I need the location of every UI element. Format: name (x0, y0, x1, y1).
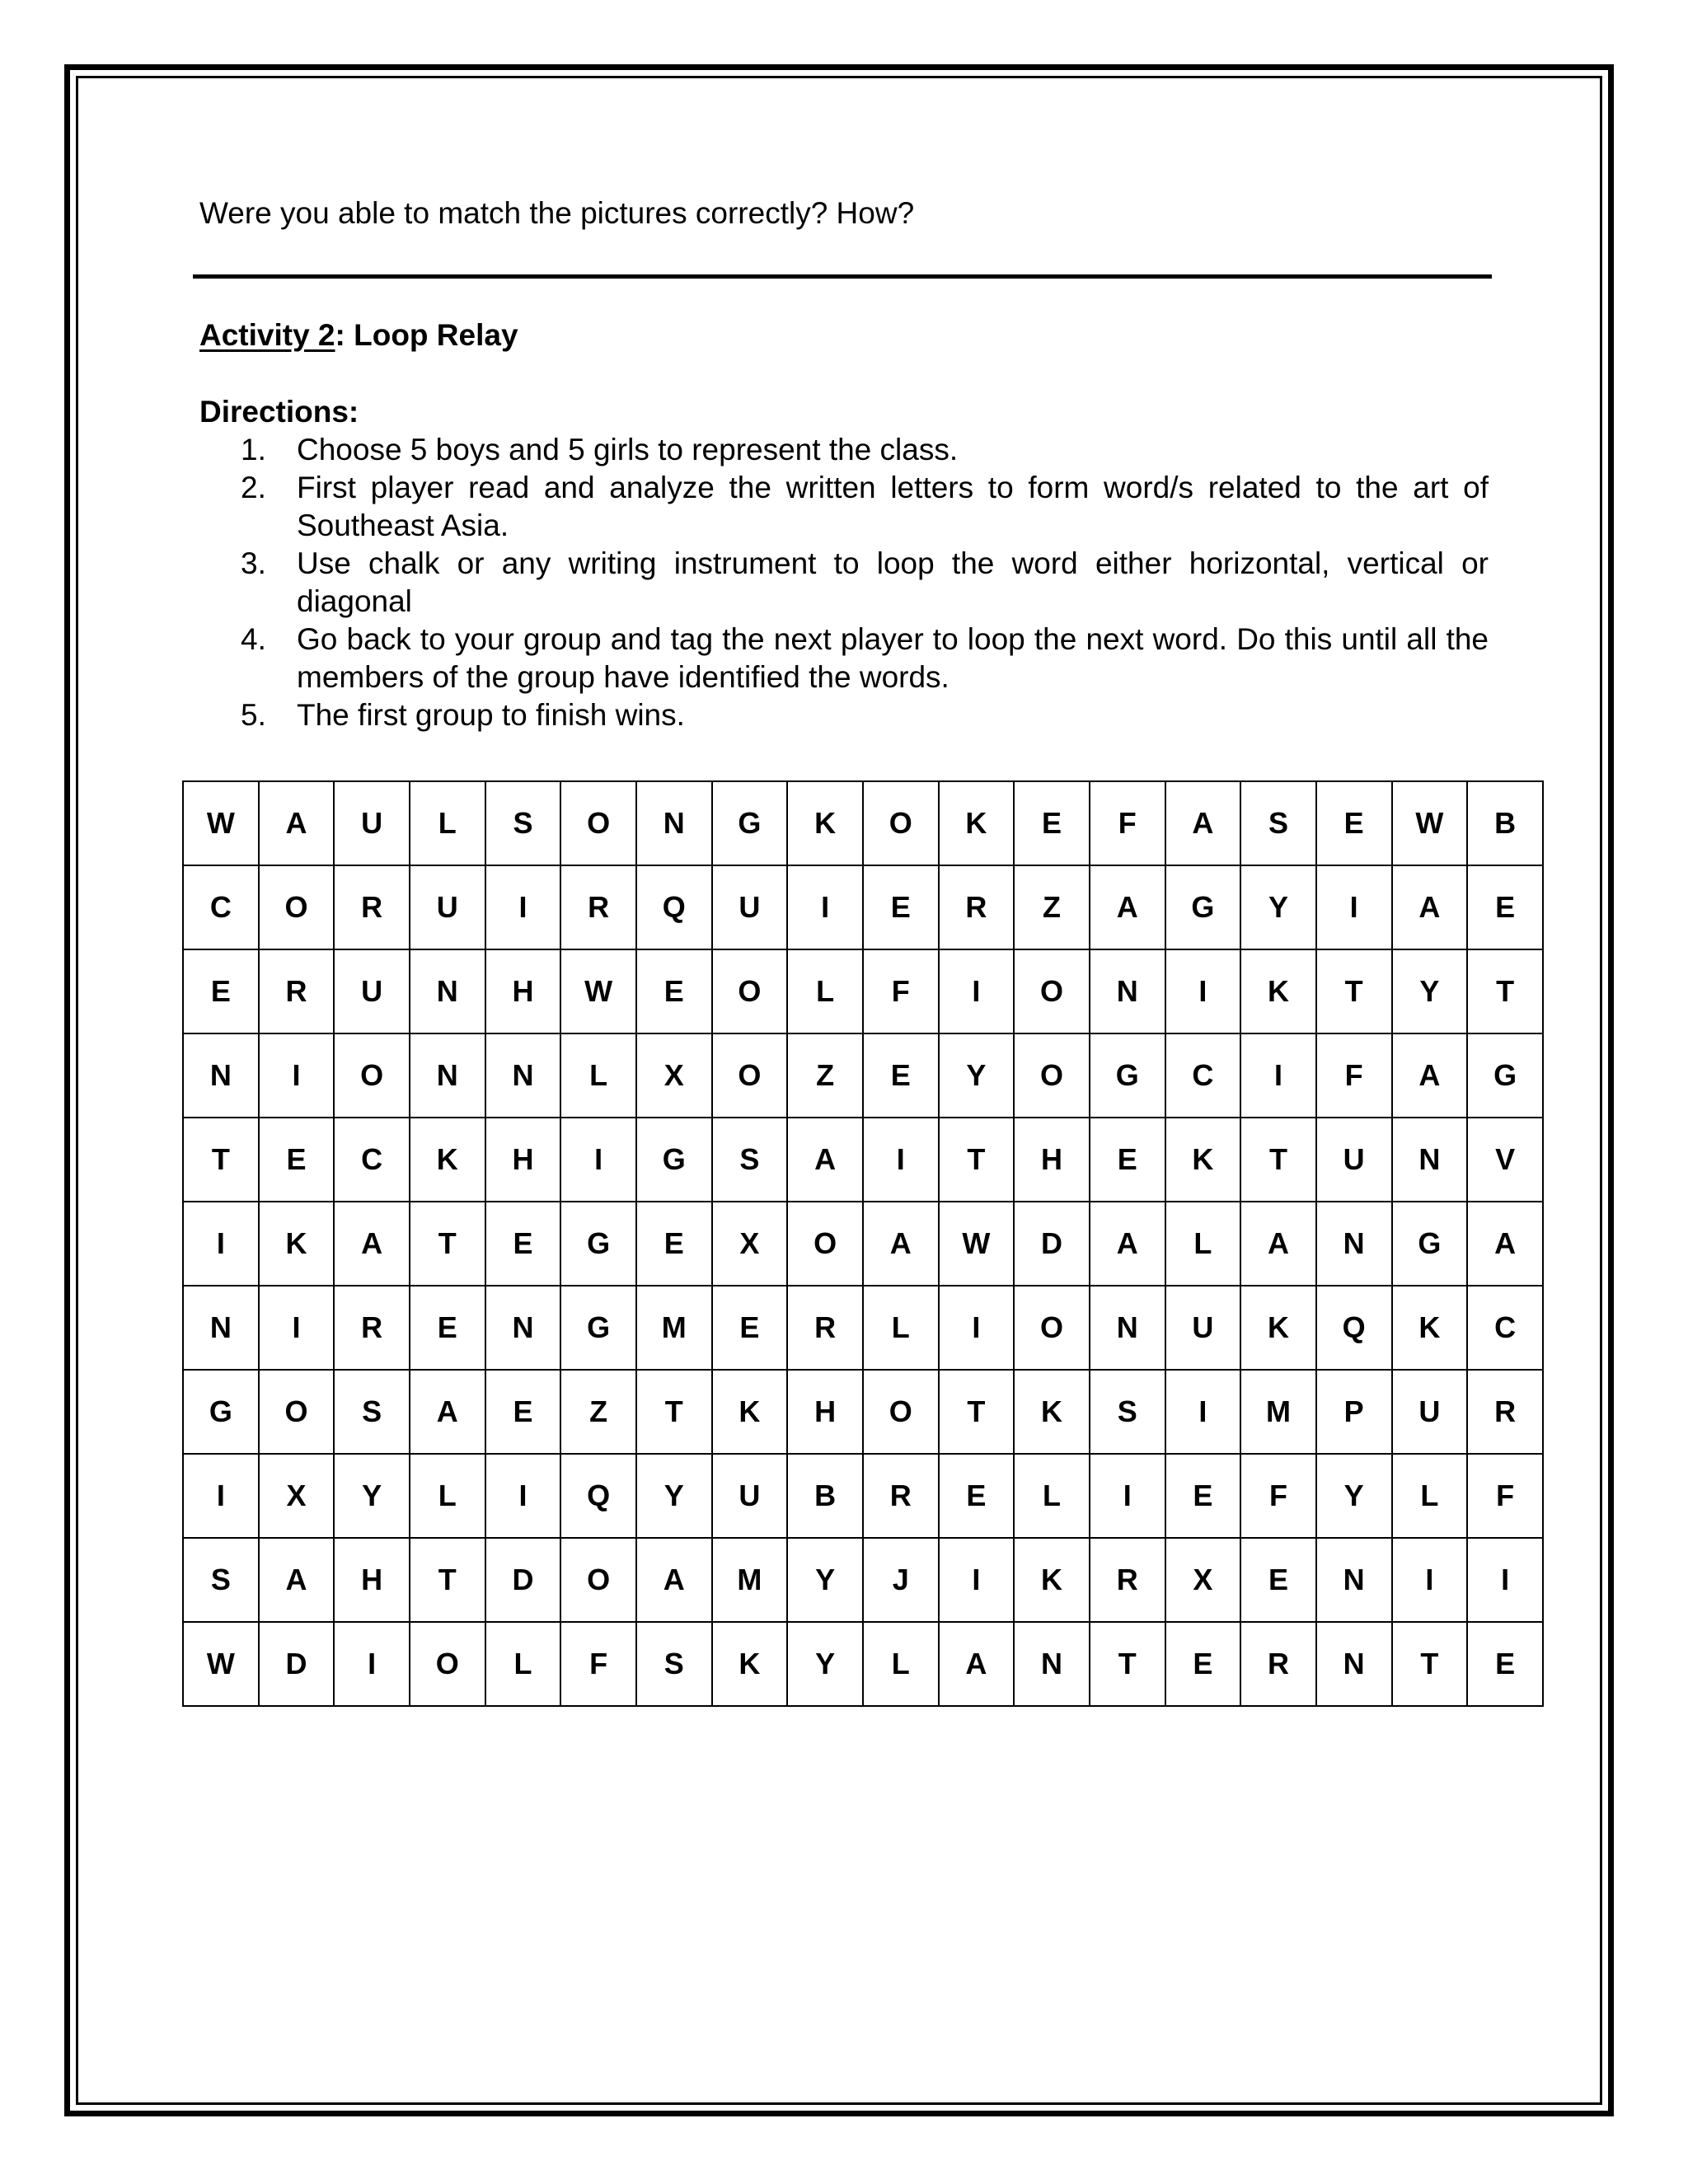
grid-cell[interactable]: L (485, 1622, 561, 1706)
grid-cell[interactable]: E (712, 1286, 788, 1370)
grid-cell[interactable]: O (1014, 949, 1090, 1033)
direction-text: Choose 5 boys and 5 girls to represent the class. (297, 433, 959, 466)
grid-cell[interactable]: O (334, 1033, 410, 1118)
grid-cell[interactable]: B (787, 1454, 863, 1538)
grid-cell[interactable]: H (1014, 1118, 1090, 1202)
grid-cell[interactable]: V (1467, 1118, 1543, 1202)
grid-cell[interactable]: O (863, 1370, 939, 1454)
grid-cell[interactable]: O (410, 1622, 485, 1706)
grid-cell[interactable]: E (485, 1370, 561, 1454)
grid-cell[interactable]: E (1165, 1622, 1241, 1706)
grid-cell[interactable]: N (410, 1033, 485, 1118)
grid-cell[interactable]: M (712, 1538, 788, 1622)
grid-cell[interactable]: E (1014, 781, 1090, 865)
grid-cell[interactable]: T (1467, 949, 1543, 1033)
grid-cell[interactable]: Y (334, 1454, 410, 1538)
grid-cell[interactable]: U (334, 781, 410, 865)
grid-cell[interactable]: R (1240, 1622, 1316, 1706)
grid-cell[interactable]: K (1014, 1370, 1090, 1454)
grid-cell[interactable]: D (485, 1538, 561, 1622)
grid-cell[interactable]: K (939, 781, 1015, 865)
grid-cell[interactable]: F (863, 949, 939, 1033)
grid-cell[interactable]: N (183, 1286, 259, 1370)
activity-heading (199, 318, 518, 353)
grid-cell[interactable]: N (1316, 1538, 1392, 1622)
grid-cell[interactable]: D (259, 1622, 335, 1706)
grid-cell[interactable]: L (1014, 1454, 1090, 1538)
grid-cell[interactable]: O (712, 1033, 788, 1118)
grid-cell[interactable]: Z (560, 1370, 636, 1454)
grid-cell[interactable]: I (1090, 1454, 1165, 1538)
grid-row (183, 1622, 1543, 1706)
grid-cell[interactable]: K (1392, 1286, 1468, 1370)
grid-cell[interactable]: A (1240, 1202, 1316, 1286)
grid-cell[interactable]: K (259, 1202, 335, 1286)
direction-item (241, 545, 1489, 621)
grid-cell[interactable]: N (1090, 949, 1165, 1033)
grid-cell[interactable]: A (636, 1538, 712, 1622)
grid-row (183, 1538, 1543, 1622)
grid-cell[interactable]: K (410, 1118, 485, 1202)
grid-cell[interactable]: Y (1392, 949, 1468, 1033)
grid-cell[interactable]: I (787, 865, 863, 949)
grid-cell[interactable]: O (259, 1370, 335, 1454)
grid-cell[interactable]: G (1090, 1033, 1165, 1118)
grid-cell[interactable]: S (636, 1622, 712, 1706)
activity-title: Loop Relay (354, 318, 518, 352)
answer-line (193, 274, 1492, 279)
grid-cell[interactable]: S (334, 1370, 410, 1454)
grid-cell[interactable]: G (1392, 1202, 1468, 1286)
grid-cell[interactable]: X (259, 1454, 335, 1538)
grid-cell[interactable]: T (1090, 1622, 1165, 1706)
activity-separator: : (335, 318, 354, 352)
grid-cell[interactable]: Z (1014, 865, 1090, 949)
grid-cell[interactable]: L (1165, 1202, 1241, 1286)
grid-cell[interactable]: G (560, 1202, 636, 1286)
grid-cell[interactable]: L (410, 1454, 485, 1538)
grid-cell[interactable]: Q (560, 1454, 636, 1538)
grid-cell[interactable]: A (1165, 781, 1241, 865)
grid-cell[interactable]: W (939, 1202, 1015, 1286)
grid-cell[interactable]: Y (787, 1538, 863, 1622)
grid-cell[interactable]: H (787, 1370, 863, 1454)
grid-cell[interactable]: S (1240, 781, 1316, 865)
grid-cell[interactable]: E (1165, 1454, 1241, 1538)
grid-cell[interactable]: E (1090, 1118, 1165, 1202)
grid-cell[interactable]: L (863, 1286, 939, 1370)
grid-cell[interactable]: F (1316, 1033, 1392, 1118)
grid-cell[interactable]: K (712, 1370, 788, 1454)
grid-cell[interactable]: Y (1240, 865, 1316, 949)
grid-cell[interactable]: I (259, 1286, 335, 1370)
grid-row (183, 949, 1543, 1033)
grid-cell[interactable]: I (259, 1033, 335, 1118)
grid-cell[interactable]: U (334, 949, 410, 1033)
grid-cell[interactable]: E (636, 1202, 712, 1286)
grid-cell[interactable]: T (183, 1118, 259, 1202)
grid-cell[interactable]: G (712, 781, 788, 865)
grid-cell[interactable]: N (485, 1033, 561, 1118)
direction-text: Use chalk or any writing instrument to loop the word either horizontal, vertical or diagonal (297, 546, 1489, 618)
reflection-question: Were you able to match the pictures correctly? How? (199, 196, 915, 230)
grid-cell[interactable]: K (1240, 949, 1316, 1033)
grid-cell[interactable]: X (712, 1202, 788, 1286)
grid-cell[interactable]: I (1392, 1538, 1468, 1622)
grid-cell[interactable]: R (787, 1286, 863, 1370)
grid-cell[interactable]: T (410, 1202, 485, 1286)
grid-cell[interactable]: K (1165, 1118, 1241, 1202)
grid-cell[interactable]: R (259, 949, 335, 1033)
grid-cell[interactable]: B (1467, 781, 1543, 865)
direction-number: 1. (241, 433, 266, 466)
grid-cell[interactable]: A (1090, 1202, 1165, 1286)
grid-cell[interactable]: Y (787, 1622, 863, 1706)
grid-cell[interactable]: N (1014, 1622, 1090, 1706)
grid-cell[interactable]: F (1240, 1454, 1316, 1538)
grid-row (183, 1033, 1543, 1118)
grid-cell[interactable]: C (183, 865, 259, 949)
grid-cell[interactable]: R (939, 865, 1015, 949)
grid-cell[interactable]: F (1090, 781, 1165, 865)
grid-cell[interactable]: O (560, 781, 636, 865)
direction-number: 4. (241, 622, 266, 656)
grid-cell[interactable]: P (1316, 1370, 1392, 1454)
grid-cell[interactable]: K (712, 1622, 788, 1706)
grid-cell[interactable]: C (1467, 1286, 1543, 1370)
grid-cell[interactable]: S (485, 781, 561, 865)
grid-row (183, 1286, 1543, 1370)
grid-cell[interactable]: E (410, 1286, 485, 1370)
grid-cell[interactable]: A (1392, 1033, 1468, 1118)
grid-cell[interactable]: Y (939, 1033, 1015, 1118)
direction-item (241, 621, 1489, 696)
grid-cell[interactable]: T (636, 1370, 712, 1454)
grid-cell[interactable]: E (939, 1454, 1015, 1538)
grid-cell[interactable]: R (334, 865, 410, 949)
grid-cell[interactable]: H (485, 1118, 561, 1202)
directions-list (241, 431, 1489, 734)
grid-cell[interactable]: Q (636, 865, 712, 949)
grid-cell[interactable]: L (560, 1033, 636, 1118)
grid-cell[interactable]: E (863, 865, 939, 949)
grid-cell[interactable]: O (787, 1202, 863, 1286)
grid-cell[interactable]: N (410, 949, 485, 1033)
grid-cell[interactable]: W (183, 781, 259, 865)
grid-cell[interactable]: K (1240, 1286, 1316, 1370)
grid-cell[interactable]: I (1240, 1033, 1316, 1118)
grid-cell[interactable]: I (183, 1454, 259, 1538)
grid-cell[interactable]: A (259, 1538, 335, 1622)
direction-text: Go back to your group and tag the next player to loop the next word. Do this until all the members of the group have identified the words. (297, 622, 1489, 694)
grid-cell[interactable]: N (1316, 1622, 1392, 1706)
grid-cell[interactable]: O (259, 865, 335, 949)
grid-cell[interactable]: A (939, 1622, 1015, 1706)
grid-cell[interactable]: I (1316, 865, 1392, 949)
grid-cell[interactable]: R (863, 1454, 939, 1538)
grid-cell[interactable]: G (636, 1118, 712, 1202)
grid-cell[interactable]: N (1316, 1202, 1392, 1286)
grid-cell[interactable]: E (1316, 781, 1392, 865)
grid-cell[interactable]: E (183, 949, 259, 1033)
grid-cell[interactable]: U (1392, 1370, 1468, 1454)
grid-cell[interactable]: N (183, 1033, 259, 1118)
grid-cell[interactable]: T (1240, 1118, 1316, 1202)
grid-cell[interactable]: Y (636, 1454, 712, 1538)
grid-cell[interactable]: A (863, 1202, 939, 1286)
grid-cell[interactable]: W (560, 949, 636, 1033)
grid-cell[interactable]: U (712, 1454, 788, 1538)
grid-cell[interactable]: A (410, 1370, 485, 1454)
grid-cell[interactable]: I (1165, 949, 1241, 1033)
grid-cell[interactable]: L (863, 1622, 939, 1706)
grid-row (183, 1118, 1543, 1202)
grid-cell[interactable]: U (712, 865, 788, 949)
direction-text: First player read and analyze the written letters to form word/s related to the art of Southeast Asia. (297, 471, 1489, 542)
direction-number: 3. (241, 546, 266, 580)
grid-row (183, 1202, 1543, 1286)
grid-cell[interactable]: O (863, 781, 939, 865)
direction-item (241, 469, 1489, 545)
grid-cell[interactable]: I (485, 865, 561, 949)
grid-cell[interactable]: W (183, 1622, 259, 1706)
direction-item (241, 431, 1489, 469)
grid-cell[interactable]: E (485, 1202, 561, 1286)
grid-cell[interactable]: F (1467, 1454, 1543, 1538)
grid-cell[interactable]: K (1014, 1538, 1090, 1622)
grid-row (183, 865, 1543, 949)
grid-cell[interactable]: N (636, 781, 712, 865)
grid-cell[interactable]: R (1090, 1538, 1165, 1622)
grid-cell[interactable]: I (485, 1454, 561, 1538)
grid-cell[interactable]: G (183, 1370, 259, 1454)
grid-cell[interactable]: A (1392, 865, 1468, 949)
direction-item (241, 696, 1489, 734)
grid-cell[interactable]: T (1392, 1622, 1468, 1706)
grid-cell[interactable]: U (1165, 1286, 1241, 1370)
grid-cell[interactable]: A (787, 1118, 863, 1202)
grid-cell[interactable]: A (334, 1202, 410, 1286)
direction-number: 5. (241, 698, 266, 732)
grid-cell[interactable]: D (1014, 1202, 1090, 1286)
grid-cell[interactable]: I (1467, 1538, 1543, 1622)
grid-cell[interactable]: Q (1316, 1286, 1392, 1370)
word-search-grid (182, 780, 1544, 1707)
grid-cell[interactable]: I (183, 1202, 259, 1286)
grid-row (183, 1454, 1543, 1538)
grid-cell[interactable]: R (334, 1286, 410, 1370)
grid-cell[interactable]: I (939, 949, 1015, 1033)
grid-cell[interactable]: K (787, 781, 863, 865)
grid-cell[interactable]: S (1090, 1370, 1165, 1454)
grid-cell[interactable]: N (1392, 1118, 1468, 1202)
grid-cell[interactable]: N (485, 1286, 561, 1370)
grid-cell[interactable]: L (410, 781, 485, 865)
grid-cell[interactable]: I (1165, 1370, 1241, 1454)
grid-cell[interactable]: I (939, 1286, 1015, 1370)
grid-cell[interactable]: A (1467, 1202, 1543, 1286)
grid-cell[interactable]: G (1467, 1033, 1543, 1118)
grid-cell[interactable]: M (1240, 1370, 1316, 1454)
grid-cell[interactable]: X (1165, 1538, 1241, 1622)
grid-cell[interactable]: U (410, 865, 485, 949)
grid-cell[interactable]: E (636, 949, 712, 1033)
grid-cell[interactable]: W (1392, 781, 1468, 865)
grid-cell[interactable]: S (183, 1538, 259, 1622)
grid-cell[interactable]: T (410, 1538, 485, 1622)
grid-cell[interactable]: I (334, 1622, 410, 1706)
grid-cell[interactable]: U (1316, 1118, 1392, 1202)
grid-cell[interactable]: I (863, 1118, 939, 1202)
grid-cell[interactable]: O (712, 949, 788, 1033)
grid-cell[interactable]: E (863, 1033, 939, 1118)
direction-text: The first group to finish wins. (297, 698, 685, 732)
grid-cell[interactable]: H (334, 1538, 410, 1622)
grid-cell[interactable]: S (712, 1118, 788, 1202)
grid-cell[interactable]: I (939, 1538, 1015, 1622)
grid-cell[interactable]: O (1014, 1286, 1090, 1370)
grid-cell[interactable]: Z (787, 1033, 863, 1118)
directions-label: Directions: (199, 395, 359, 429)
grid-cell[interactable]: E (1467, 1622, 1543, 1706)
grid-cell[interactable]: C (1165, 1033, 1241, 1118)
grid-cell[interactable]: T (939, 1370, 1015, 1454)
grid-cell[interactable]: F (560, 1622, 636, 1706)
grid-cell[interactable]: I (560, 1118, 636, 1202)
grid-cell[interactable]: G (560, 1286, 636, 1370)
grid-cell[interactable]: G (1165, 865, 1241, 949)
grid-cell[interactable]: H (485, 949, 561, 1033)
grid-cell[interactable]: E (1240, 1538, 1316, 1622)
grid-cell[interactable]: M (636, 1286, 712, 1370)
activity-label: Activity 2 (199, 318, 335, 352)
grid-cell[interactable]: O (1014, 1033, 1090, 1118)
grid-cell[interactable]: R (1467, 1370, 1543, 1454)
grid-cell[interactable]: T (1316, 949, 1392, 1033)
grid-row (183, 781, 1543, 865)
grid-cell[interactable]: E (259, 1118, 335, 1202)
grid-cell[interactable]: X (636, 1033, 712, 1118)
grid-cell[interactable]: O (560, 1538, 636, 1622)
grid-cell[interactable]: J (863, 1538, 939, 1622)
grid-cell[interactable]: A (1090, 865, 1165, 949)
grid-cell[interactable]: L (787, 949, 863, 1033)
grid-cell[interactable]: A (259, 781, 335, 865)
grid-cell[interactable]: E (1467, 865, 1543, 949)
direction-number: 2. (241, 471, 266, 504)
grid-cell[interactable]: N (1090, 1286, 1165, 1370)
grid-cell[interactable]: L (1392, 1454, 1468, 1538)
grid-row (183, 1370, 1543, 1454)
grid-cell[interactable]: C (334, 1118, 410, 1202)
grid-cell[interactable]: R (560, 865, 636, 949)
grid-cell[interactable]: Y (1316, 1454, 1392, 1538)
grid-cell[interactable]: T (939, 1118, 1015, 1202)
